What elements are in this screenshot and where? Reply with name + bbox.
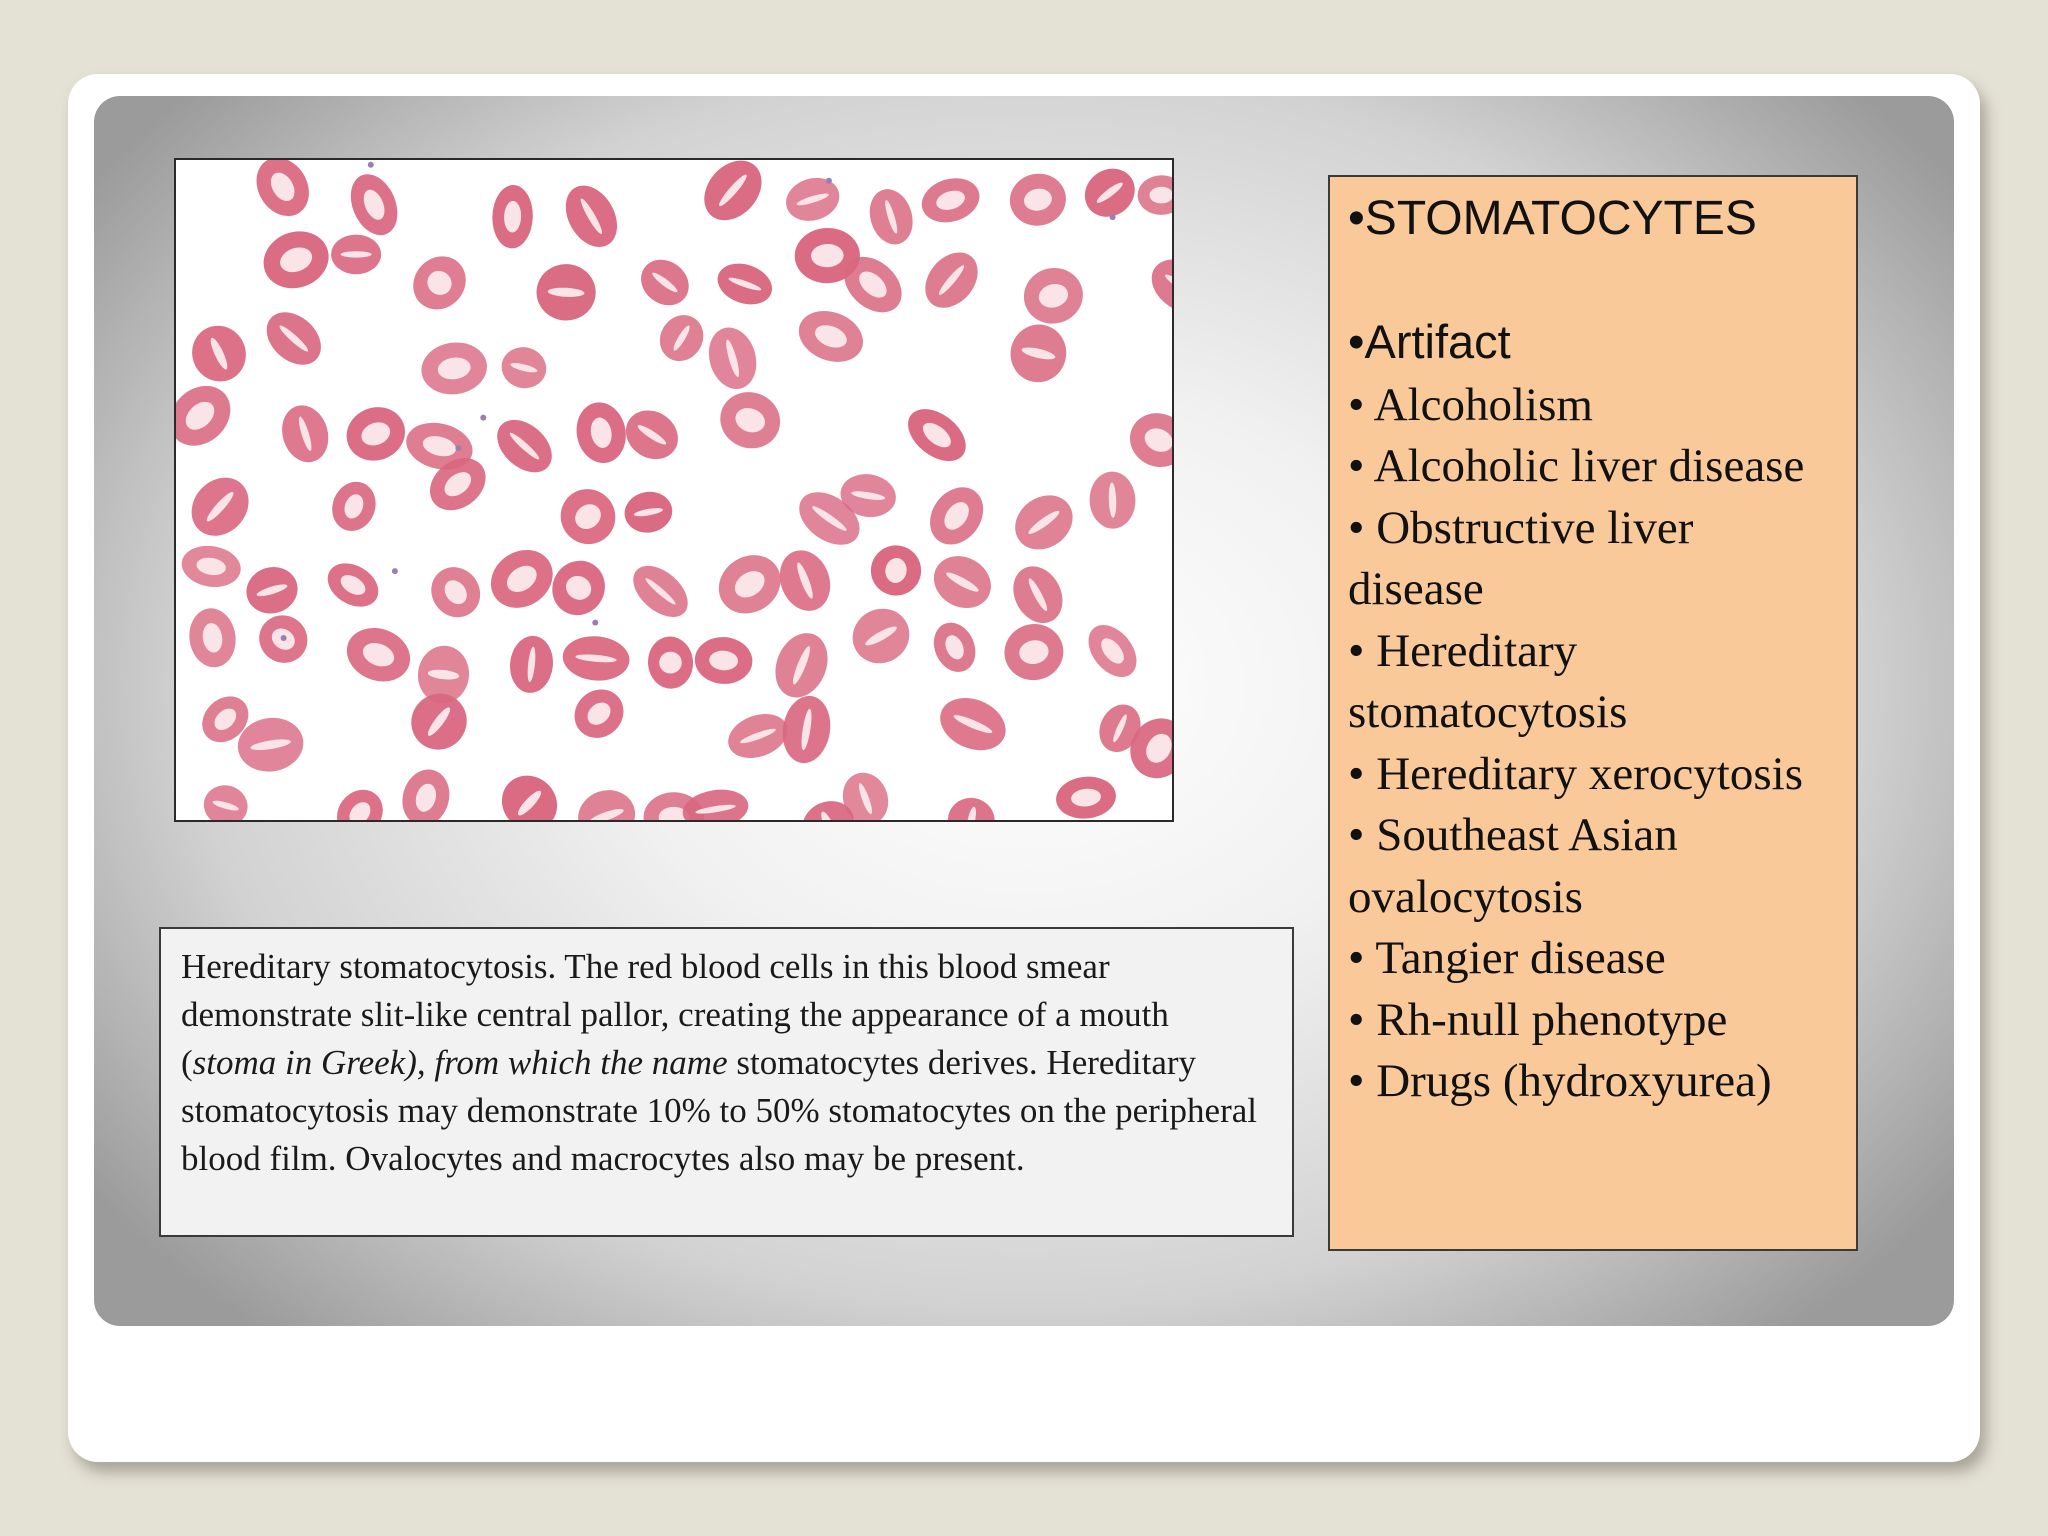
red-blood-cell [1122, 404, 1172, 476]
bullet: • [1348, 440, 1365, 492]
list-item-label: Alcoholism [1373, 378, 1593, 431]
red-blood-cell [550, 478, 627, 555]
caption-part-1: Hereditary stomatocytosis. The red blood cells in this blood smear demonstrate slit-like central pallor, creating the appearance of a mouth ( [181, 947, 1169, 1082]
red-blood-cell [693, 160, 774, 232]
red-blood-cell [241, 561, 304, 620]
list-item-obstructive-liver-disease [1348, 498, 1838, 621]
bullet: • [1348, 1055, 1365, 1107]
list-item-label: Southeast Asian ovalocytosis [1348, 809, 1678, 923]
red-blood-cell [617, 401, 688, 469]
causes-list-box [1328, 175, 1858, 1251]
red-blood-cell [421, 557, 490, 627]
red-blood-cell [255, 222, 336, 297]
platelet [456, 445, 462, 451]
red-blood-cell [497, 342, 550, 392]
list-item-tangier-disease [1348, 928, 1838, 990]
list-item-label: Alcoholic liver disease [1373, 440, 1805, 492]
red-blood-cell [339, 399, 413, 469]
red-blood-cell [621, 488, 675, 536]
red-blood-cell [680, 785, 751, 820]
list-item-label: Hereditary xerocytosis [1376, 747, 1803, 800]
red-blood-cell [919, 477, 994, 555]
red-blood-cell [766, 625, 837, 705]
red-blood-cell [916, 171, 985, 229]
red-blood-cell [256, 302, 331, 376]
red-blood-cell [1089, 471, 1137, 530]
red-blood-cell [708, 543, 792, 625]
red-blood-cell [771, 543, 838, 618]
red-blood-cell [1004, 558, 1072, 632]
red-blood-cell [186, 605, 240, 670]
platelet [826, 178, 832, 184]
red-blood-cell [325, 475, 383, 537]
list-item-label: Drugs (hydroxyurea) [1376, 1055, 1772, 1107]
red-blood-cell [331, 235, 381, 275]
platelet [592, 620, 598, 626]
caption-italic: stoma in Greek), from which the name [192, 1043, 728, 1082]
red-blood-cell [180, 466, 261, 547]
red-blood-cell [925, 546, 1001, 618]
red-blood-cell [926, 616, 983, 679]
list-item-label: Artifact [1364, 315, 1511, 368]
red-blood-cell [791, 302, 870, 371]
cell-body [1142, 248, 1172, 324]
platelet [480, 415, 486, 421]
list-item-southeast-asian-ovalocytosis [1348, 805, 1838, 928]
red-blood-cell [898, 399, 975, 472]
red-blood-cell [1005, 319, 1072, 388]
list-item-drugs-hydroxyurea [1348, 1051, 1838, 1113]
platelet [1110, 214, 1116, 220]
red-blood-cell [781, 171, 845, 227]
bullet: • [1348, 624, 1365, 677]
red-blood-cell [402, 246, 476, 321]
red-blood-cell [179, 542, 244, 591]
red-blood-cell [1142, 248, 1172, 324]
red-blood-cell [1054, 774, 1118, 820]
red-blood-cell [555, 176, 627, 256]
red-blood-cell [275, 400, 335, 468]
list-item-label: Hereditary stomatocytosis [1348, 624, 1628, 738]
red-blood-cell [246, 160, 319, 226]
bullet: • [1348, 747, 1365, 800]
bullet: • [1348, 809, 1365, 861]
red-blood-cell [535, 263, 597, 322]
cell-body [491, 764, 569, 820]
red-blood-cell [712, 384, 788, 457]
bullet: • [1348, 993, 1365, 1046]
bullet: • [1348, 932, 1365, 984]
red-blood-cell [480, 538, 564, 619]
red-blood-cell [1137, 175, 1172, 215]
red-blood-cell [867, 542, 924, 599]
red-blood-cell [944, 794, 999, 820]
red-blood-cell [396, 764, 456, 820]
red-blood-cell [1005, 484, 1084, 560]
red-blood-cell [507, 634, 556, 695]
platelet [281, 635, 287, 641]
list-item-hereditary-stomatocytosis [1348, 621, 1838, 744]
red-blood-cell [651, 307, 711, 369]
list-item-rh-null-phenotype [1348, 990, 1838, 1052]
red-blood-cell [418, 338, 490, 398]
cell-body [680, 785, 751, 820]
bullet: • [1348, 501, 1365, 554]
list-item-label: Rh-null phenotype [1376, 993, 1728, 1046]
red-blood-cell [199, 780, 252, 820]
platelet [392, 568, 398, 574]
caption-text [181, 943, 1272, 1183]
red-blood-cell [491, 184, 534, 249]
red-blood-cell [702, 322, 763, 395]
red-blood-cell [543, 551, 615, 624]
red-blood-cell [1005, 169, 1070, 231]
red-blood-cell [624, 556, 698, 627]
red-blood-cell [571, 783, 642, 820]
red-blood-cell [863, 184, 919, 250]
red-blood-cell [342, 167, 406, 242]
list-item-alcoholic-liver-disease [1348, 436, 1838, 498]
red-blood-cell [176, 374, 242, 458]
red-blood-cell [183, 317, 255, 390]
blood-smear-image [174, 158, 1174, 822]
image-caption [159, 927, 1294, 1237]
list-item-artifact [1348, 311, 1838, 375]
slit-pallor [341, 251, 372, 257]
platelet [368, 162, 374, 168]
red-blood-cell [1000, 619, 1068, 684]
list-item-label: Obstructive liver disease [1348, 501, 1694, 615]
red-blood-cell [491, 764, 569, 820]
caption-part-2: stomatocytes derives. Hereditary stomatocytosis may demonstrate 10% to 50% stomatocytes on the peripheral blood film. Ovalocytes and macrocytes also may be present. [181, 1043, 1258, 1178]
red-blood-cell [571, 398, 631, 467]
red-blood-cell [693, 635, 754, 686]
red-blood-cell [565, 679, 634, 747]
rbc-smear-illustration [176, 160, 1172, 820]
red-blood-cell [1018, 261, 1090, 330]
list-heading: •STOMATOCYTES [1348, 192, 1757, 245]
list-item-hereditary-xerocytosis [1348, 744, 1838, 806]
list-item-alcoholism [1348, 375, 1838, 437]
red-blood-cell [778, 692, 835, 766]
red-blood-cell [320, 554, 386, 615]
red-blood-cell [400, 683, 478, 761]
red-blood-cell [915, 242, 989, 318]
red-blood-cell [339, 619, 418, 690]
red-blood-cell [646, 635, 695, 690]
red-blood-cell [843, 599, 919, 674]
red-blood-cell [932, 688, 1014, 759]
bullet: • [1348, 378, 1365, 431]
list-item-label: Tangier disease [1375, 932, 1666, 984]
red-blood-cell [1079, 616, 1146, 686]
bullet: • [1348, 315, 1365, 368]
red-blood-cell [328, 781, 393, 820]
red-blood-cell [632, 250, 698, 314]
red-blood-cell [561, 633, 631, 683]
cell-body [199, 780, 252, 820]
red-blood-cell [487, 409, 562, 482]
red-blood-cell [712, 257, 778, 312]
